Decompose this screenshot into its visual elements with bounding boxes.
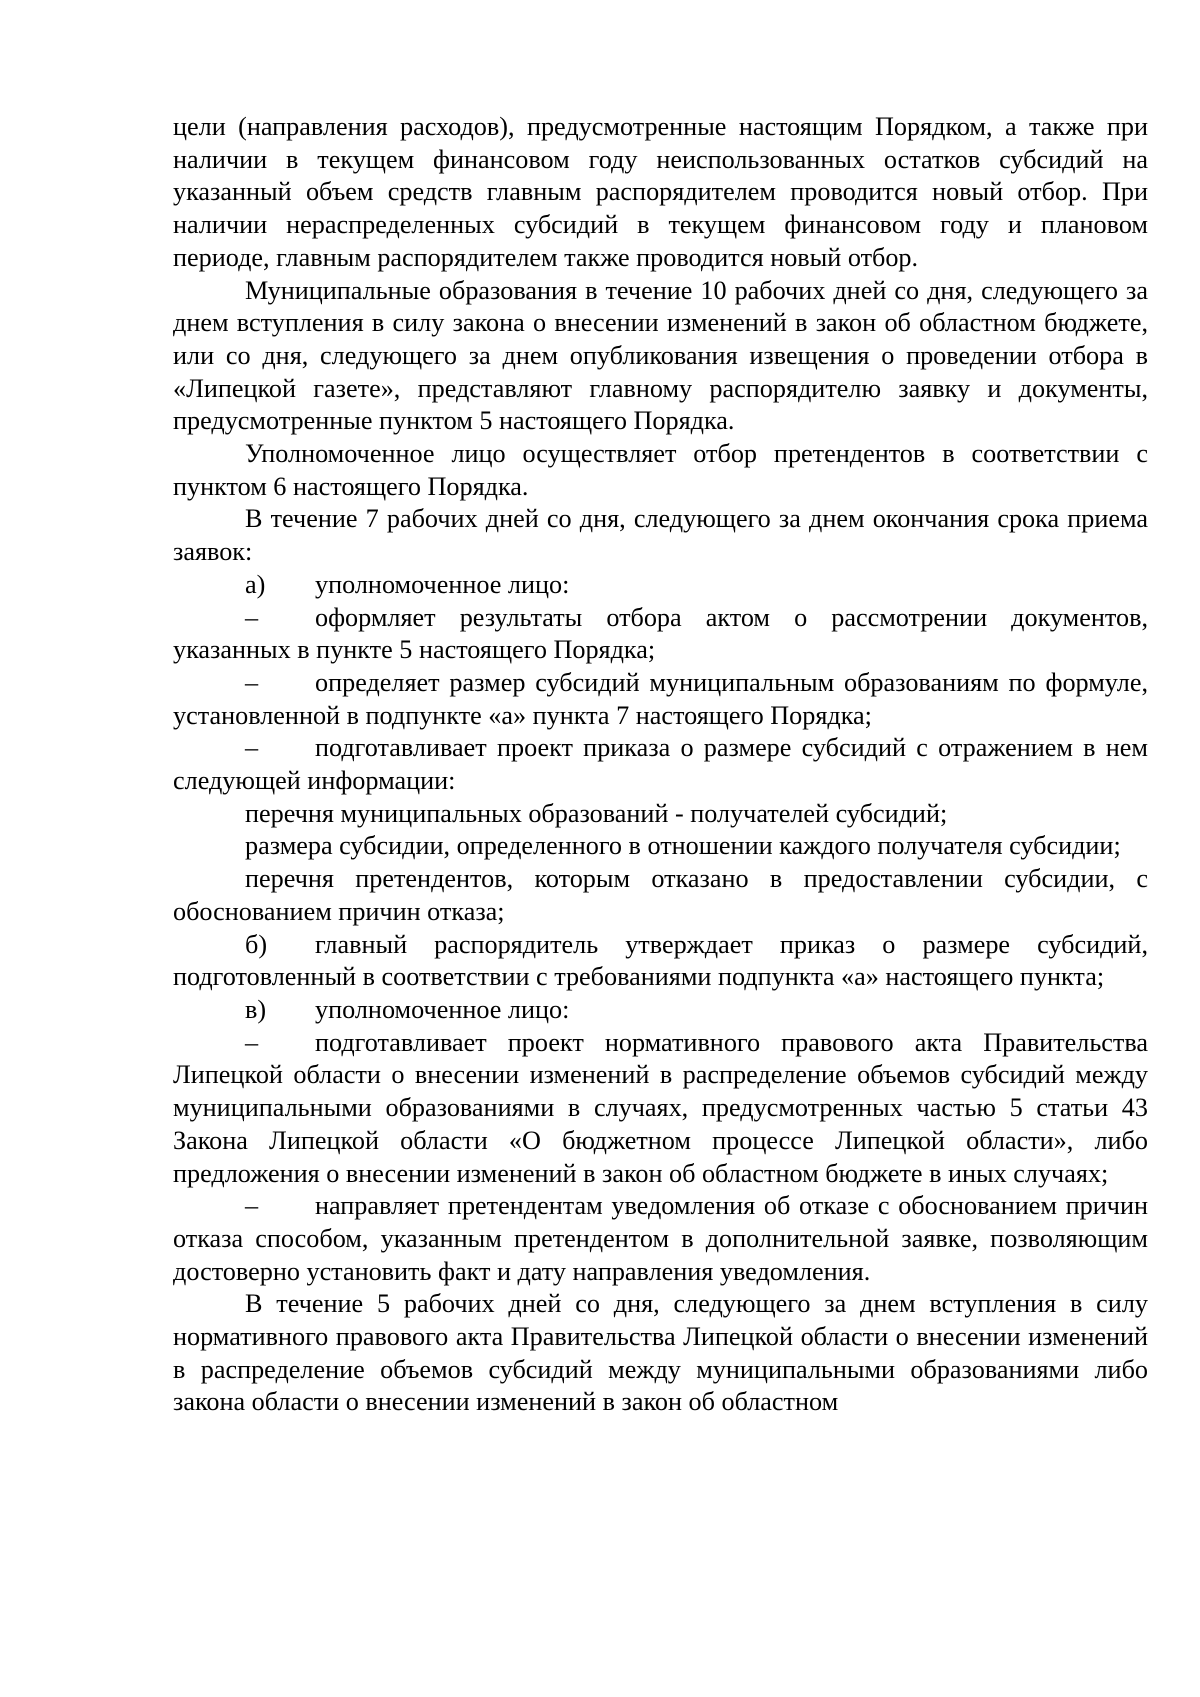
list-marker: б)	[245, 929, 268, 959]
list-marker: в)	[245, 994, 267, 1024]
list-item	[173, 569, 1148, 602]
list-item-text: оформляет результаты отбора актом о рассмотрении документов, указанных в пункте 5 настоящего Порядка;	[173, 602, 1148, 665]
list-item-text: подготавливает проект нормативного правового акта Правительства Липецкой области о внесении изменений в распределение объемов субсидий между муниципальными образованиями в случаях, предусмотренных частью 5 статьи 43 Закона Липецкой области «О бюджетном процессе Липецкой области», либо предложения о внесении изменений в закон об областном бюджете в иных случаях;	[173, 1027, 1148, 1188]
paragraph: перечня муниципальных образований - получателей субсидий;	[245, 798, 948, 828]
list-item-text: главный распорядитель утверждает приказ о размере субсидий, подготовленный в соответствии с требованиями подпункта «а» настоящего пункта;	[173, 929, 1148, 992]
paragraph: В течение 5 рабочих дней со дня, следующего за днем вступления в силу нормативного правового акта Правительства Липецкой области о внесении изменений в распределение объемов субсидий между муниципальными образованиями либо закона области о внесении изменений в закон об областном	[173, 1289, 1148, 1417]
list-marker: а)	[245, 569, 266, 599]
list-marker: –	[245, 1027, 259, 1057]
paragraph: Уполномоченное лицо осуществляет отбор претендентов в соответствии с пунктом 6 настоящего Порядка.	[173, 439, 1148, 501]
list-marker: –	[245, 602, 259, 632]
list-item-text: уполномоченное лицо:	[315, 994, 570, 1024]
list-marker: –	[245, 667, 259, 697]
paragraph: цели (направления расходов), предусмотренные настоящим Порядком, а также при наличии в текущем финансовом году неиспользованных остатков субсидий на указанный объем средств главным распорядителем проводится новый отбор. При наличии нераспределенных субсидий в текущем финансовом году и плановом периоде, главным распорядителем также проводится новый отбор.	[173, 112, 1148, 272]
list-item-text: подготавливает проект приказа о размере субсидий с отражением в нем следующей информации:	[173, 733, 1148, 796]
list-item	[173, 929, 1148, 994]
paragraph: размера субсидии, определенного в отношении каждого получателя субсидии;	[245, 831, 1121, 861]
list-item-text: направляет претендентам уведомления об отказе с обоснованием причин отказа способом, указанным претендентом в дополнительной заявке, позволяющим достоверно установить факт и дату направления уведомления.	[173, 1191, 1148, 1286]
list-marker: –	[245, 1191, 259, 1221]
list-item	[173, 732, 1148, 797]
paragraph: Муниципальные образования в течение 10 рабочих дней со дня, следующего за днем вступления в силу закона о внесении изменений в закон об областном бюджете, или со дня, следующего за днем опубликования извещения о проведении отбора в «Липецкой газете», представляют главному распорядителю заявку и документы, предусмотренные пунктом 5 настоящего Порядка.	[173, 275, 1148, 436]
document-body	[173, 111, 1148, 1419]
list-item	[173, 602, 1148, 667]
list-marker: –	[245, 733, 259, 763]
list-item	[173, 1190, 1148, 1288]
list-item-text: определяет размер субсидий муниципальным образованиям по формуле, установленной в подпункте «а» пункта 7 настоящего Порядка;	[173, 667, 1148, 730]
list-item	[173, 1027, 1148, 1191]
paragraph: перечня претендентов, которым отказано в предоставлении субсидии, с обоснованием причин отказа;	[173, 864, 1148, 926]
paragraph: В течение 7 рабочих дней со дня, следующего за днем окончания срока приема заявок:	[173, 504, 1148, 567]
list-item	[173, 994, 1148, 1027]
list-item	[173, 667, 1148, 732]
list-item-text: уполномоченное лицо:	[315, 569, 570, 599]
